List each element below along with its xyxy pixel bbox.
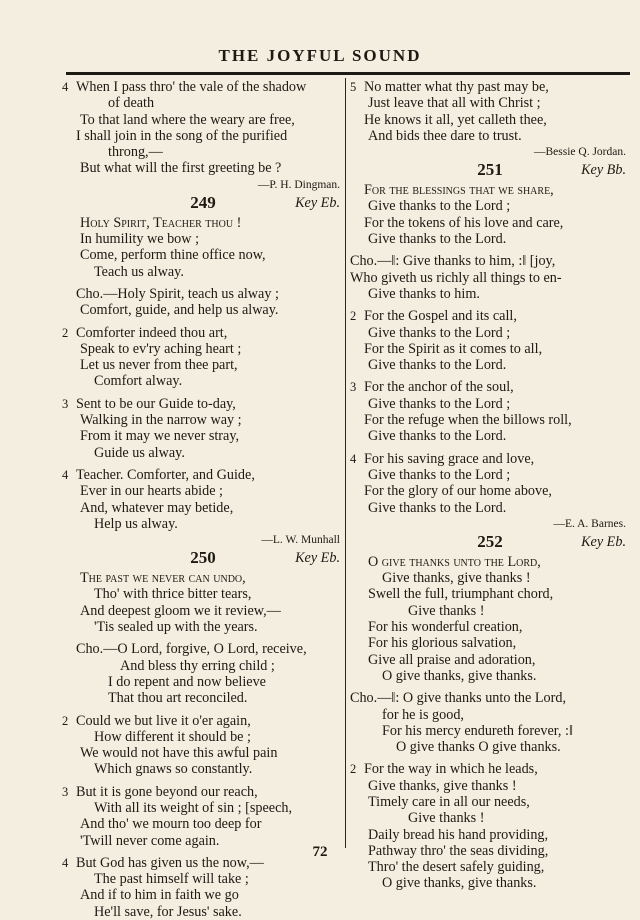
verse-text: Give thanks to the Lord ; (368, 198, 511, 215)
verse-text: Give thanks to the Lord. (368, 231, 507, 248)
verse-text: Give thanks to the Lord. (368, 357, 507, 374)
verse-text: Could we but live it o'er again, (76, 712, 251, 729)
verse-text: I do repent and now believe (108, 673, 266, 690)
verse-text: I shall join in the song of the purified (76, 127, 288, 144)
stanza-number: 3 (350, 380, 357, 395)
verse-line (350, 286, 630, 302)
verse-text: throng,— (108, 144, 163, 161)
stanza-number: 4 (62, 467, 69, 482)
verse-text: Give thanks to him. (368, 285, 480, 302)
verse-text: For the Gospel and its call, (364, 308, 517, 325)
verse-text: Give all praise and adoration, (368, 651, 536, 668)
verse-line (62, 871, 344, 887)
verse-line (62, 904, 344, 920)
verse-line (62, 79, 344, 95)
verse-text: Comfort alway. (94, 373, 183, 390)
stanza-number: 5 (350, 80, 357, 94)
verse-text: for he is good, (382, 706, 464, 723)
verse-text: When I pass thro' the vale of the shadow (76, 79, 307, 95)
verse-line (350, 570, 630, 586)
verse-text: In humility we bow ; (80, 231, 200, 248)
verse-line (62, 112, 344, 128)
verse-line (350, 451, 630, 467)
verse-line (62, 428, 344, 444)
verse-line (350, 723, 630, 739)
verse-line (350, 707, 630, 723)
verse-text: Give thanks ! (408, 602, 485, 619)
verse-line (62, 729, 344, 745)
verse-text: No matter what thy past may be, (364, 79, 549, 95)
hymn-heading (350, 532, 630, 554)
hymn-number: 252 (477, 531, 503, 551)
verse-line (350, 603, 630, 619)
verse-text: But it is gone beyond our reach, (76, 783, 258, 800)
verse-text: The past we never can undo, (80, 570, 246, 587)
hymn-heading (62, 548, 344, 570)
verse-line (62, 302, 344, 318)
hymn-author: —L. W. Munhall (261, 534, 340, 547)
verse-line (62, 500, 344, 516)
verse-line (350, 859, 630, 875)
verse-line (350, 379, 630, 395)
verse-text: Timely care in all our needs, (368, 793, 530, 810)
verse-line (350, 778, 630, 794)
verse-line (62, 373, 344, 389)
verse-text: Holy Spirit, Teacher thou ! (80, 214, 242, 231)
verse-text: We would not have this awful pain (80, 745, 278, 762)
verse-text: That thou art reconciled. (108, 690, 248, 707)
verse-text: Give thanks to the Lord ; (368, 466, 511, 483)
verse-line (350, 635, 630, 651)
verse-line (350, 112, 630, 128)
verse-line (350, 652, 630, 668)
verse-text: For the tokens of his love and care, (364, 214, 564, 231)
verse-line (62, 745, 344, 761)
verse-text: Let us never from thee part, (80, 357, 238, 374)
verse-text: For the blessings that we share, (364, 182, 554, 199)
verse-line (350, 79, 630, 95)
verse-line (350, 810, 630, 826)
verse-text: Cho.—O Lord, forgive, O Lord, receive, (76, 641, 307, 658)
stanza-number: 3 (62, 396, 69, 411)
verse-text: Guide us alway. (94, 444, 185, 461)
verse-text: Comforter indeed thou art, (76, 324, 228, 341)
stanza-number: 4 (350, 451, 357, 466)
verse-text: And deepest gloom we it review,— (80, 602, 281, 619)
verse-line (62, 396, 344, 412)
verse-text: Which gnaws so constantly. (94, 761, 253, 778)
verse-text: Give thanks to the Lord ; (368, 395, 511, 412)
stanza-number: 2 (350, 762, 357, 777)
verse-line (62, 641, 344, 657)
verse-line (350, 690, 630, 706)
verse-line (62, 713, 344, 729)
verse-text: Thro' the desert safely guiding, (368, 859, 545, 876)
stanza-number: 4 (62, 855, 69, 870)
hymn-author: —Bessie Q. Jordan. (534, 146, 626, 159)
verse-line (62, 445, 344, 461)
verse-line (62, 144, 344, 160)
hymn-key: Key Bb. (581, 162, 626, 179)
hymn-number: 251 (477, 160, 503, 180)
verse-line (350, 467, 630, 483)
verse-text: Ever in our hearts abide ; (80, 483, 224, 500)
verse-line (350, 554, 630, 570)
verse-text: And tho' we mourn too deep for (80, 816, 262, 833)
verse-line (62, 570, 344, 586)
hymn-number: 249 (190, 192, 216, 212)
verse-text: For his saving grace and love, (364, 450, 535, 467)
verse-text: O give thanks O give thanks. (396, 739, 561, 756)
verse-text: Teacher. Comforter, and Guide, (76, 466, 255, 483)
verse-line (350, 827, 630, 843)
verse-text: And bids thee dare to trust. (368, 127, 522, 144)
verse-line (62, 761, 344, 777)
verse-line (62, 231, 344, 247)
verse-line (62, 658, 344, 674)
verse-text: For the glory of our home above, (364, 483, 552, 500)
verse-text: Give thanks, give thanks ! (368, 777, 517, 794)
verse-line (350, 231, 630, 247)
verse-line (62, 603, 344, 619)
verse-text: Swell the full, triumphant chord, (368, 586, 554, 603)
verse-text: Tho' with thrice bitter tears, (94, 586, 252, 603)
verse-line (350, 357, 630, 373)
verse-line (62, 215, 344, 231)
left-column (62, 79, 344, 920)
verse-text: And, whatever may betide, (80, 499, 234, 516)
hymn-author: —P. H. Dingman. (257, 178, 340, 191)
verse-text: Walking in the narrow way ; (80, 412, 242, 429)
verse-line (62, 264, 344, 280)
verse-line (350, 396, 630, 412)
header-rule (66, 72, 630, 75)
verse-line (62, 467, 344, 483)
verse-line (350, 182, 630, 198)
verse-text: But what will the first greeting be ? (80, 160, 282, 177)
hymn-author: —E. A. Barnes. (553, 517, 626, 530)
verse-line (350, 308, 630, 324)
verse-text: From it may we never stray, (80, 428, 240, 445)
verse-line (62, 95, 344, 111)
verse-line (350, 270, 630, 286)
page-number: 72 (312, 844, 328, 860)
verse-line (350, 794, 630, 810)
verse-text: 'Tis sealed up with the years. (94, 619, 258, 636)
verse-line (62, 341, 344, 357)
verse-text: For the refuge when the billows roll, (364, 412, 572, 429)
verse-text: Cho.—‖: O give thanks unto the Lord, (350, 690, 566, 707)
verse-line (62, 800, 344, 816)
stanza-number: 3 (62, 784, 69, 799)
verse-text: Help us alway. (94, 515, 178, 532)
hymn-key: Key Eb. (581, 533, 626, 550)
verse-line (350, 412, 630, 428)
verse-line (350, 341, 630, 357)
stanza-number: 2 (62, 713, 69, 728)
verse-text: Sent to be our Guide to-day, (76, 395, 236, 412)
verse-text: Cho.—‖: Give thanks to him, :‖ [joy, (350, 253, 556, 270)
verse-line (62, 619, 344, 635)
verse-text: He knows it all, yet calleth thee, (364, 111, 547, 128)
verse-line (62, 286, 344, 302)
verse-line (350, 739, 630, 755)
verse-text: Speak to ev'ry aching heart ; (80, 340, 242, 357)
verse-line (62, 128, 344, 144)
verse-text: To that land where the weary are free, (80, 111, 295, 128)
right-column (350, 79, 630, 892)
verse-text: For the anchor of the soul, (364, 379, 514, 396)
verse-text: Who giveth us richly all things to en- (350, 269, 562, 286)
verse-line (350, 875, 630, 891)
verse-text: Cho.—Holy Spirit, teach us alway ; (76, 285, 279, 302)
verse-text: Give thanks ! (408, 810, 485, 827)
verse-text: For the Spirit as it comes to all, (364, 340, 543, 357)
verse-text: Give thanks to the Lord ; (368, 324, 511, 341)
verse-line (62, 412, 344, 428)
verse-line (62, 357, 344, 373)
verse-line (62, 247, 344, 263)
verse-text: of death (108, 95, 155, 112)
verse-text: For the way in which he leads, (364, 761, 538, 778)
verse-text: He'll save, for Jesus' sake. (94, 903, 242, 920)
verse-line (350, 128, 630, 144)
verse-text: And if to him in faith we go (80, 887, 239, 904)
verse-text: O give thanks, give thanks. (382, 667, 537, 684)
hymn-key: Key Eb. (295, 550, 340, 567)
verse-text: O give thanks, give thanks. (382, 875, 537, 892)
verse-text: Daily bread his hand providing, (368, 826, 549, 843)
verse-line (350, 253, 630, 269)
verse-text: Teach us alway. (94, 263, 184, 280)
verse-line (350, 325, 630, 341)
verse-line (62, 690, 344, 706)
verse-text: Just leave that all with Christ ; (368, 95, 541, 112)
verse-line (62, 483, 344, 499)
column-divider (345, 78, 346, 848)
stanza-number: 4 (62, 80, 69, 94)
verse-line (350, 95, 630, 111)
verse-line (62, 160, 344, 176)
hymn-key: Key Eb. (295, 194, 340, 211)
running-header: THE JOYFUL SOUND (218, 46, 422, 65)
verse-text: With all its weight of sin ; [speech, (94, 799, 293, 816)
verse-line (350, 428, 630, 444)
stanza-number: 2 (350, 309, 357, 324)
verse-line (350, 215, 630, 231)
verse-line (62, 887, 344, 903)
verse-line (62, 516, 344, 532)
verse-text: The past himself will take ; (94, 871, 249, 888)
verse-line (62, 674, 344, 690)
hymn-number: 250 (190, 548, 216, 568)
verse-text: For his mercy endureth forever, :‖ (382, 722, 573, 739)
verse-line (62, 325, 344, 341)
verse-text: Come, perform thine office now, (80, 247, 266, 264)
verse-text: But God has given us the now,— (76, 854, 264, 871)
verse-text: And bless thy erring child ; (120, 657, 275, 674)
verse-line (62, 784, 344, 800)
verse-text: Give thanks to the Lord. (368, 499, 507, 516)
verse-line (350, 586, 630, 602)
hymn-heading (62, 193, 344, 215)
verse-text: For his wonderful creation, (368, 619, 523, 636)
verse-text: For his glorious salvation, (368, 635, 517, 652)
verse-text: 'Twill never come again. (80, 832, 220, 849)
verse-line (350, 483, 630, 499)
verse-line (350, 668, 630, 684)
verse-text: O give thanks unto the Lord, (368, 553, 541, 570)
verse-line (350, 761, 630, 777)
verse-text: Comfort, guide, and help us alway. (80, 302, 279, 319)
verse-text: Give thanks, give thanks ! (382, 570, 531, 587)
verse-line (350, 198, 630, 214)
hymn-heading (350, 160, 630, 182)
verse-text: Give thanks to the Lord. (368, 428, 507, 445)
verse-line (350, 500, 630, 516)
stanza-number: 2 (62, 325, 69, 340)
verse-line (62, 586, 344, 602)
verse-line (350, 619, 630, 635)
verse-text: How different it should be ; (94, 728, 251, 745)
verse-text: Pathway thro' the seas dividing, (368, 842, 549, 859)
verse-line (62, 816, 344, 832)
